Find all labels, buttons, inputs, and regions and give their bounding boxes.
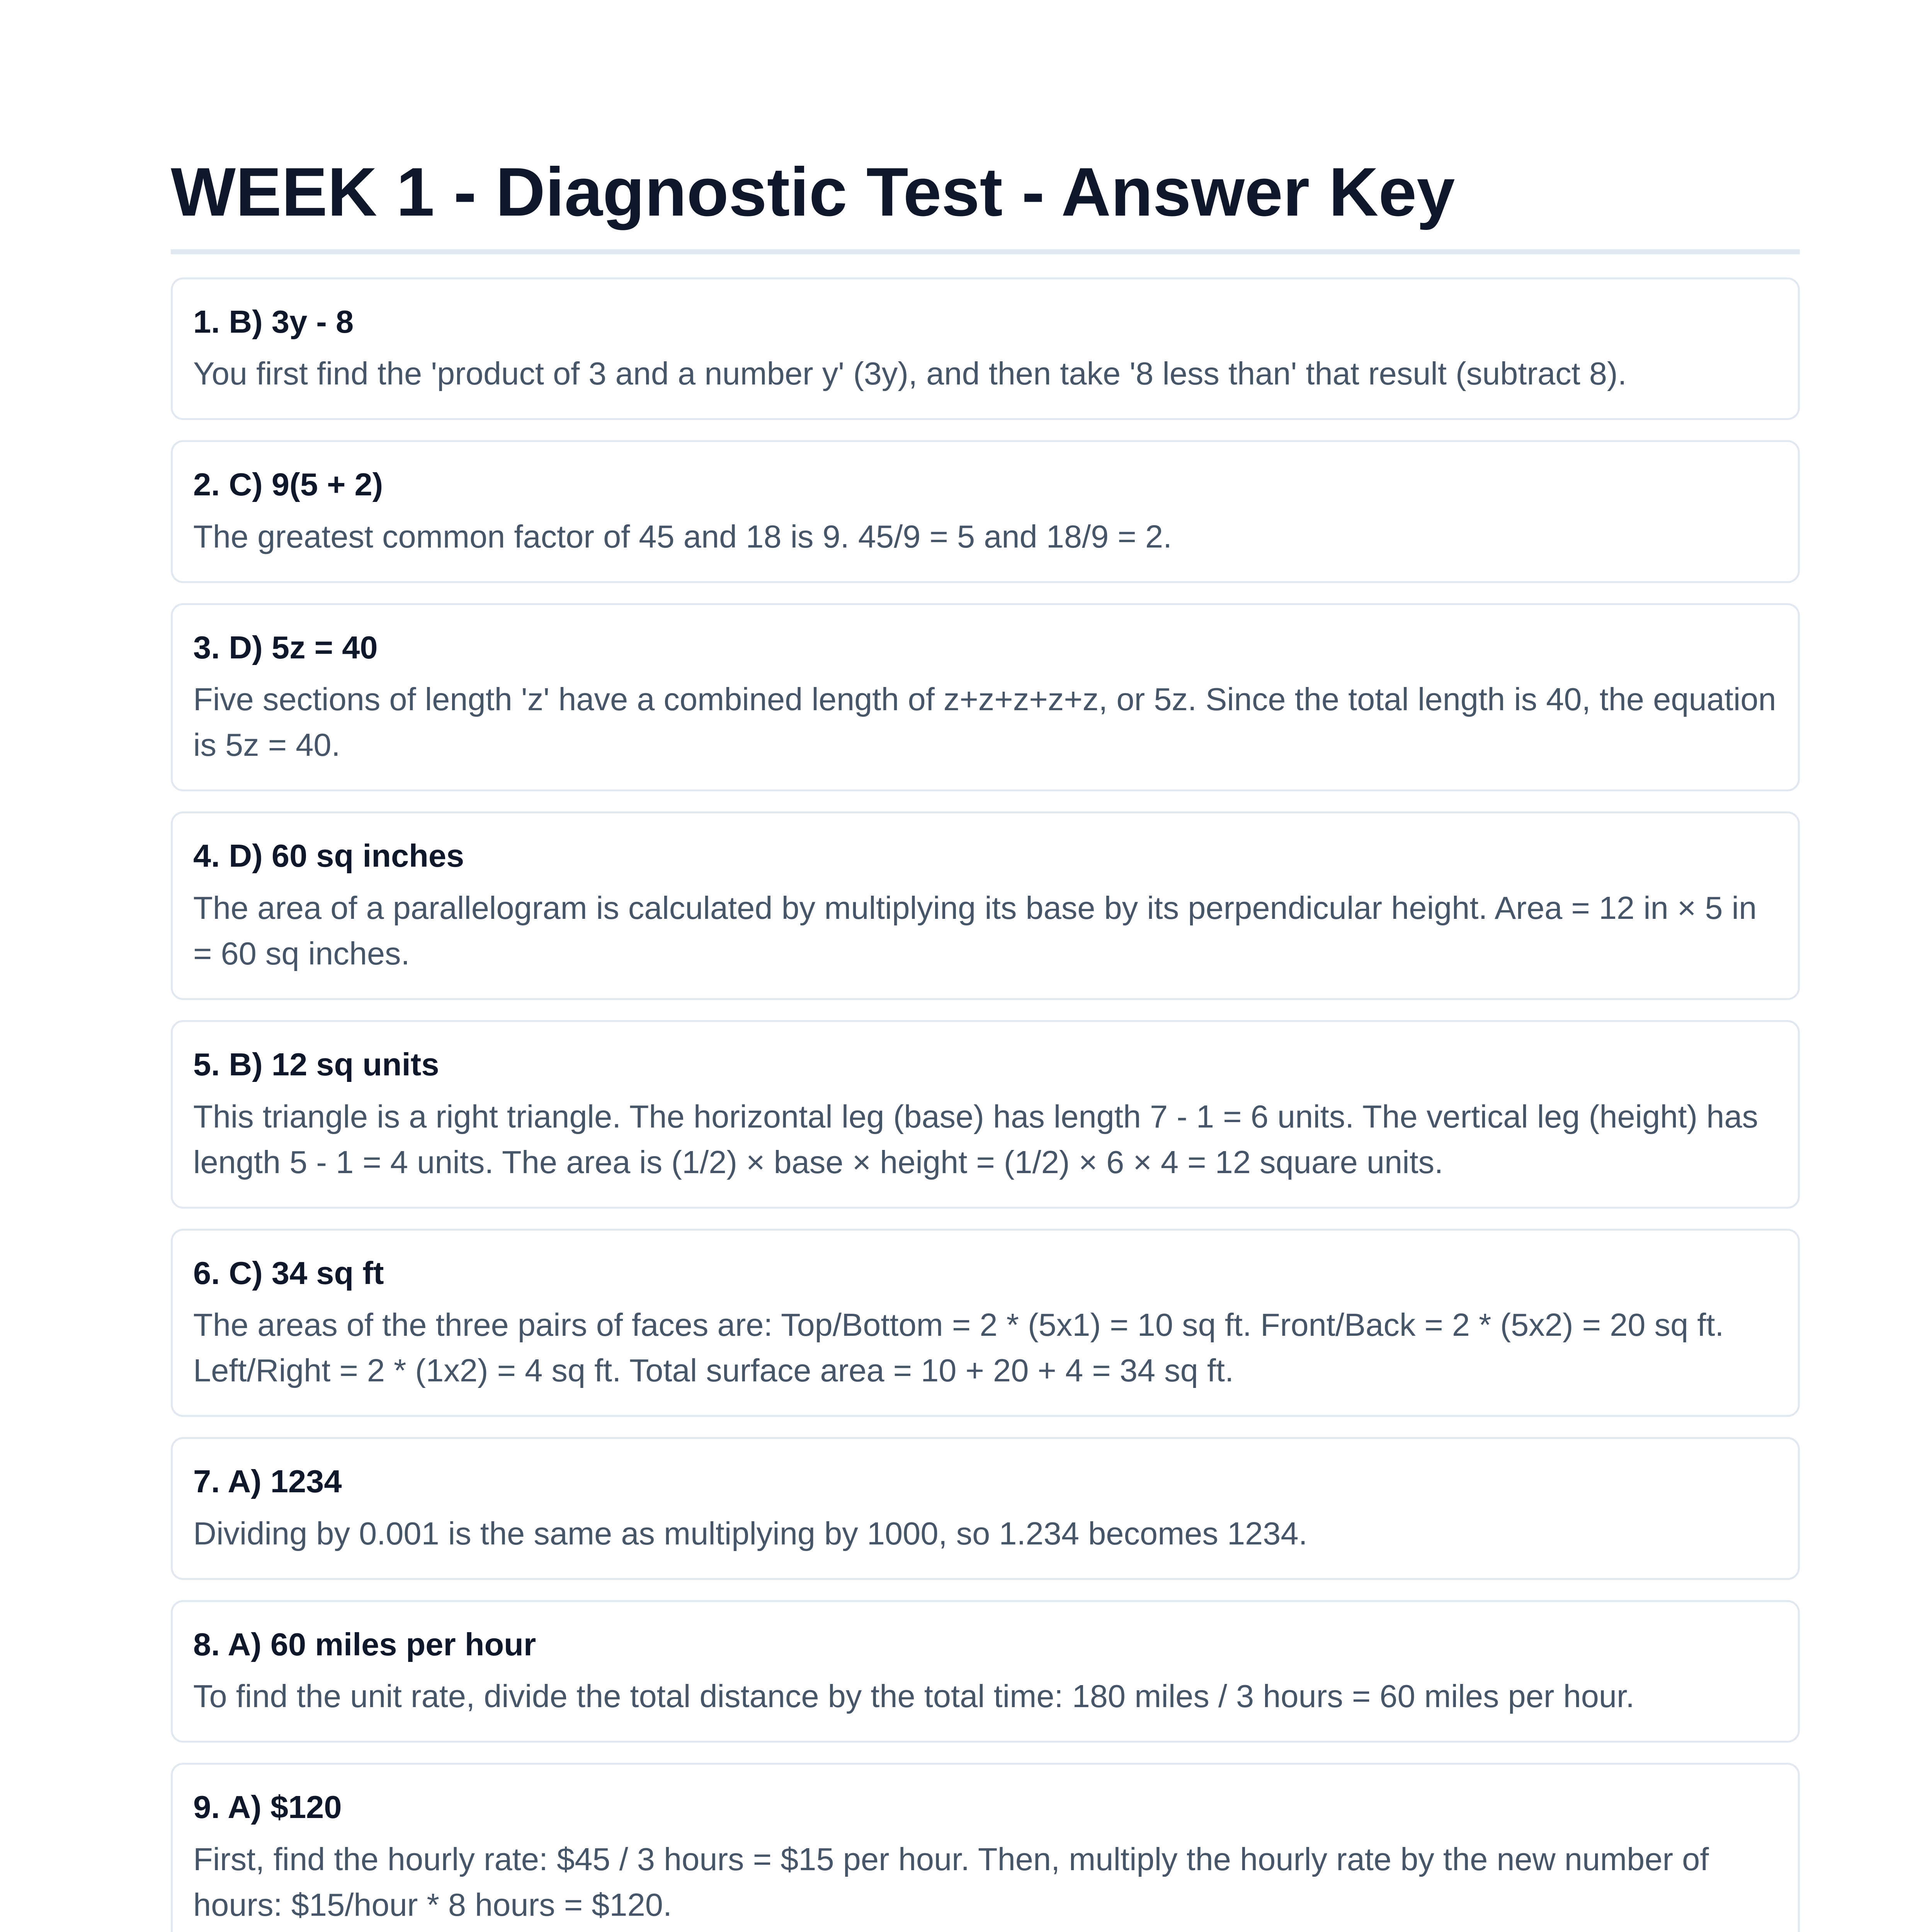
answer-card-6: [171, 1229, 1800, 1417]
answer-card-8: [171, 1600, 1800, 1743]
answer-explanation: The greatest common factor of 45 and 18 is 9. 45/9 = 5 and 18/9 = 2.: [193, 518, 1172, 554]
answer-heading: 5. B) 12 sq units: [193, 1046, 439, 1083]
answer-list: [171, 277, 1800, 1932]
answer-card-9: [171, 1763, 1800, 1932]
answer-explanation: The areas of the three pairs of faces are: Top/Bottom = 2 * (5x1) = 10 sq ft. Front/Back = 2 * (5x2) = 20 sq ft. Left/Right = 2 * (1x2) = 4 sq ft. Total surface area = 10 + 20 + 4 = 34 sq ft.: [193, 1307, 1724, 1389]
answer-heading: 3. D) 5z = 40: [193, 629, 378, 665]
answer-heading: 9. A) $120: [193, 1789, 342, 1825]
answer-heading: 2. C) 9(5 + 2): [193, 466, 383, 503]
answer-heading: 8. A) 60 miles per hour: [193, 1626, 536, 1662]
title-divider: [171, 249, 1800, 254]
answer-card-1: [171, 277, 1800, 420]
answer-heading: 6. C) 34 sq ft: [193, 1255, 384, 1291]
answer-card-4: [171, 811, 1800, 1000]
answer-explanation: To find the unit rate, divide the total distance by the total time: 180 miles / 3 hours = 60 miles per hour.: [193, 1678, 1635, 1714]
page-title: WEEK 1 - Diagnostic Test - Answer Key: [171, 153, 1455, 230]
answer-explanation: Dividing by 0.001 is the same as multiplying by 1000, so 1.234 becomes 1234.: [193, 1515, 1308, 1551]
answer-card-3: [171, 603, 1800, 792]
answer-card-5: [171, 1020, 1800, 1209]
answer-explanation: This triangle is a right triangle. The horizontal leg (base) has length 7 - 1 = 6 units. The vertical leg (height) has length 5 - 1 = 4 units. The area is (1/2) × base × height = (1/2) × 6 × 4 = 12 square units.: [193, 1098, 1758, 1180]
answer-explanation: The area of a parallelogram is calculated by multiplying its base by its perpendicular height. Area = 12 in × 5 in = 60 sq inches.: [193, 890, 1757, 972]
answer-explanation: Five sections of length 'z' have a combined length of z+z+z+z+z, or 5z. Since the total length is 40, the equation is 5z = 40.: [193, 681, 1776, 763]
answer-heading: 4. D) 60 sq inches: [193, 838, 464, 874]
answer-explanation: You first find the 'product of 3 and a number y' (3y), and then take '8 less than' that result (subtract 8).: [193, 355, 1627, 392]
answer-heading: 1. B) 3y - 8: [193, 303, 354, 340]
answer-heading: 7. A) 1234: [193, 1463, 342, 1500]
answer-explanation: First, find the hourly rate: $45 / 3 hours = $15 per hour. Then, multiply the hourly rate by the new number of hours: $15/hour * 8 hours = $120.: [193, 1841, 1709, 1923]
answer-key-page: [171, 153, 1800, 1932]
answer-card-2: [171, 440, 1800, 583]
answer-card-7: [171, 1437, 1800, 1580]
